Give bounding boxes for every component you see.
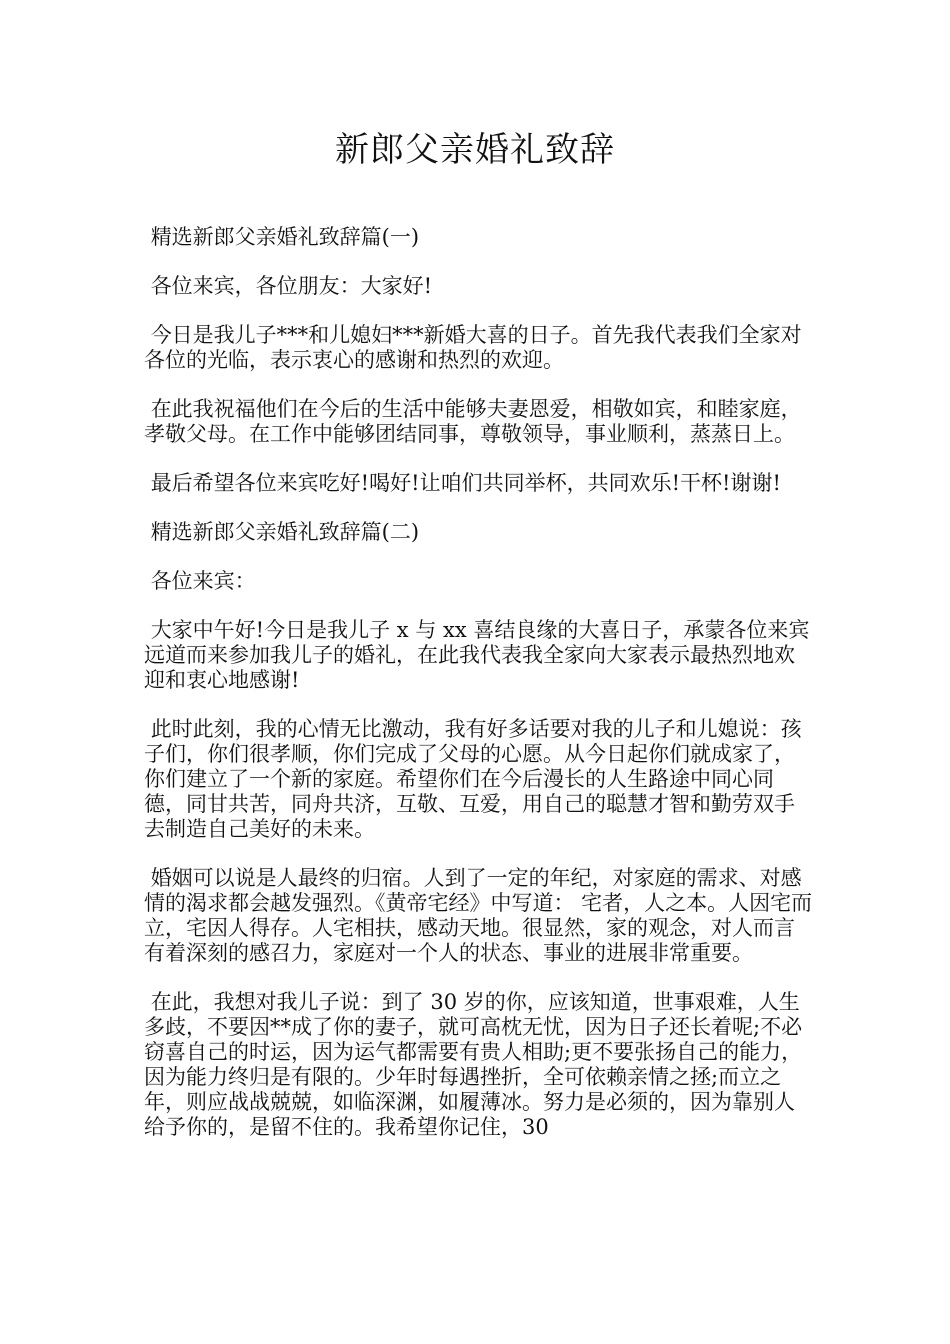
body-paragraph: 最后希望各位来宾吃好!喝好!让咱们共同举杯，共同欢乐!干杯!谢谢! [144, 471, 781, 495]
document-title: 新郎父亲婚礼致辞 [335, 130, 615, 170]
section-heading-1: 精选新郎父亲婚礼致辞篇(一) [144, 225, 420, 249]
body-paragraph: 今日是我儿子***和儿媳妇***新婚大喜的日子。首先我代表我们全家对各位的光临，表示衷心的感谢和热烈的欢迎。 [144, 323, 802, 372]
greeting-paragraph-2: 各位来宾： [144, 569, 256, 593]
body-paragraph: 大家中午好!今日是我儿子 x 与 xx 喜结良缘的大喜日子，承蒙各位来宾远道而来参加我儿子的婚礼，在此我代表我全家向大家表示最热烈地欢迎和衷心地感谢! [144, 618, 810, 692]
section-heading-2: 精选新郎父亲婚礼致辞篇(二) [144, 520, 420, 544]
body-paragraph: 在此我祝福他们在今后的生活中能够夫妻恩爱，相敬如宾，和睦家庭，孝敬父母。在工作中能够团结同事，尊敬领导，事业顺利，蒸蒸日上。 [144, 397, 802, 446]
body-paragraph: 此时此刻，我的心情无比激动，我有好多话要对我的儿子和儿媳说：孩子们，你们很孝顺，你们完成了父母的心愿。从今日起你们就成家了，你们建立了一个新的家庭。希望你们在今后漫长的人生路途中同心同德，同甘共苦，同舟共济，互敬、互爱，用自己的聪慧才智和勤劳双手去制造自己美好的未来。 [144, 717, 802, 841]
greeting-paragraph-1: 各位来宾，各位朋友：大家好! [144, 274, 433, 298]
body-paragraph: 在此，我想对我儿子说：到了 30 岁的你，应该知道，世事艰难，人生多歧，不要因**成了你的妻子，就可高枕无忧，因为日子还长着呢;不必窃喜自己的时运，因为运气都需要有贵人相助;更不要张扬自己的能力，因为能力终归是有限的。少年时每遇挫折，全可依赖亲情之拯;而立之年，则应战战兢兢，如临深渊，如履薄冰。努力是必须的，因为靠别人给予你的，是留不住的。我希望你记住，30 [144, 990, 803, 1139]
document-body [144, 225, 814, 1164]
body-paragraph: 婚姻可以说是人最终的归宿。人到了一定的年纪，对家庭的需求、对感情的渴求都会越发强烈。《黄帝宅经》中写道： 宅者，人之本。人因宅而立，宅因人得存。人宅相扶，感动天地。很显然，家的观念，对人而言有着深刻的感召力，家庭对一个人的状态、事业的进展非常重要。 [144, 866, 813, 965]
